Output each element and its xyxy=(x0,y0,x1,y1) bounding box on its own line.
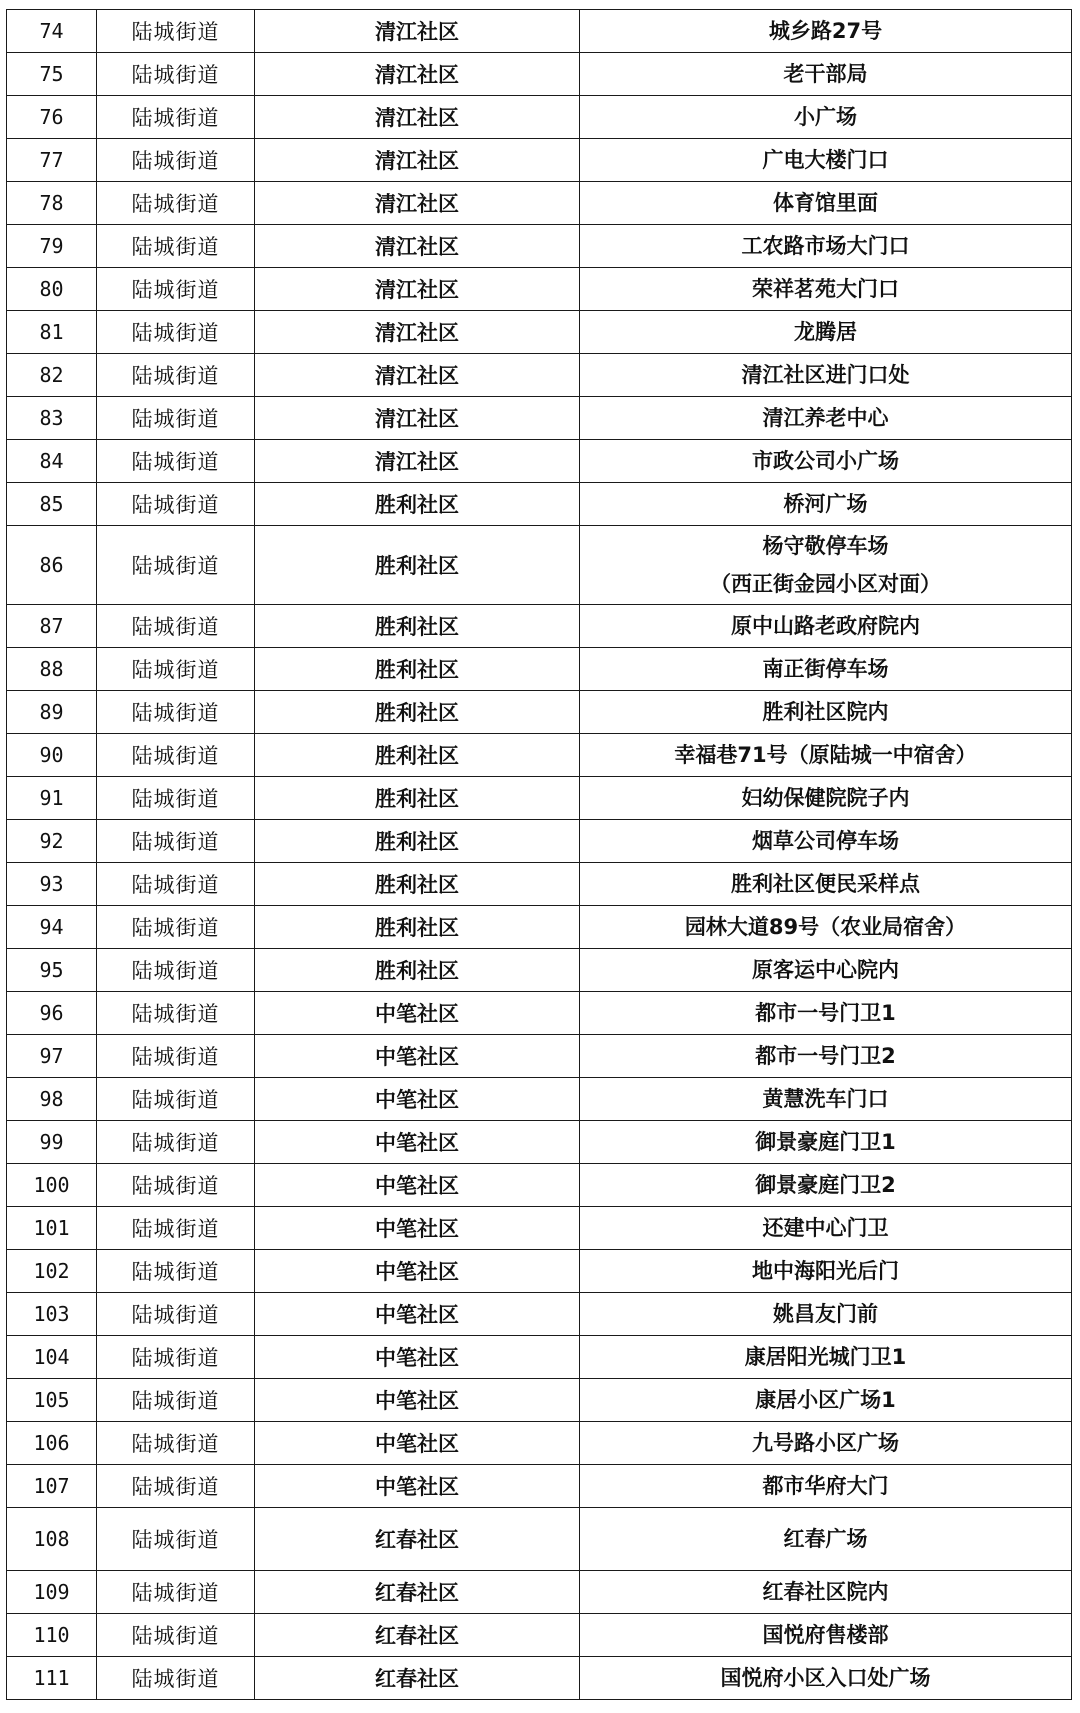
sampling-site-cell: 都市华府大门 xyxy=(580,1465,1072,1508)
community-cell: 红春社区 xyxy=(255,1614,580,1657)
sampling-site-cell: 胜利社区便民采样点 xyxy=(580,863,1072,906)
row-number: 106 xyxy=(7,1422,97,1465)
sampling-site-cell: 黄慧洗车门口 xyxy=(580,1078,1072,1121)
row-number: 91 xyxy=(7,777,97,820)
community-cell: 清江社区 xyxy=(255,397,580,440)
table-row xyxy=(7,182,1072,225)
street-cell: 陆城街道 xyxy=(97,182,255,225)
table-row xyxy=(7,648,1072,691)
table-row xyxy=(7,734,1072,777)
community-cell: 红春社区 xyxy=(255,1657,580,1700)
street-cell: 陆城街道 xyxy=(97,53,255,96)
table-row xyxy=(7,397,1072,440)
community-cell: 中笔社区 xyxy=(255,1422,580,1465)
sampling-site-cell: 康居阳光城门卫1 xyxy=(580,1336,1072,1379)
row-number: 95 xyxy=(7,949,97,992)
street-cell: 陆城街道 xyxy=(97,10,255,53)
street-cell: 陆城街道 xyxy=(97,1035,255,1078)
street-cell: 陆城街道 xyxy=(97,1078,255,1121)
sampling-site-cell: 原客运中心院内 xyxy=(580,949,1072,992)
street-cell: 陆城街道 xyxy=(97,139,255,182)
community-cell: 胜利社区 xyxy=(255,734,580,777)
row-number: 89 xyxy=(7,691,97,734)
sampling-site-cell: 胜利社区院内 xyxy=(580,691,1072,734)
table-row xyxy=(7,1121,1072,1164)
street-cell: 陆城街道 xyxy=(97,268,255,311)
street-cell: 陆城街道 xyxy=(97,992,255,1035)
row-number: 99 xyxy=(7,1121,97,1164)
community-cell: 中笔社区 xyxy=(255,992,580,1035)
table-row xyxy=(7,1336,1072,1379)
table-row xyxy=(7,906,1072,949)
row-number: 108 xyxy=(7,1508,97,1571)
row-number: 102 xyxy=(7,1250,97,1293)
community-cell: 胜利社区 xyxy=(255,483,580,526)
street-cell: 陆城街道 xyxy=(97,225,255,268)
table-row xyxy=(7,225,1072,268)
table-row xyxy=(7,1657,1072,1700)
sampling-site-cell: 红春社区院内 xyxy=(580,1571,1072,1614)
street-cell: 陆城街道 xyxy=(97,863,255,906)
street-cell: 陆城街道 xyxy=(97,1422,255,1465)
street-cell: 陆城街道 xyxy=(97,311,255,354)
row-number: 103 xyxy=(7,1293,97,1336)
street-cell: 陆城街道 xyxy=(97,96,255,139)
row-number: 75 xyxy=(7,53,97,96)
street-cell: 陆城街道 xyxy=(97,1571,255,1614)
community-cell: 胜利社区 xyxy=(255,949,580,992)
street-cell: 陆城街道 xyxy=(97,734,255,777)
sampling-site-cell: 都市一号门卫2 xyxy=(580,1035,1072,1078)
street-cell: 陆城街道 xyxy=(97,949,255,992)
street-cell: 陆城街道 xyxy=(97,354,255,397)
community-cell: 清江社区 xyxy=(255,225,580,268)
row-number: 104 xyxy=(7,1336,97,1379)
street-cell: 陆城街道 xyxy=(97,648,255,691)
street-cell: 陆城街道 xyxy=(97,1614,255,1657)
table-row xyxy=(7,526,1072,605)
street-cell: 陆城街道 xyxy=(97,605,255,648)
row-number: 94 xyxy=(7,906,97,949)
row-number: 105 xyxy=(7,1379,97,1422)
sampling-site-cell: 清江养老中心 xyxy=(580,397,1072,440)
community-cell: 胜利社区 xyxy=(255,526,580,605)
table-row xyxy=(7,820,1072,863)
row-number: 82 xyxy=(7,354,97,397)
table-row xyxy=(7,53,1072,96)
street-cell: 陆城街道 xyxy=(97,820,255,863)
table-row xyxy=(7,1035,1072,1078)
table-row xyxy=(7,1293,1072,1336)
row-number: 83 xyxy=(7,397,97,440)
street-cell: 陆城街道 xyxy=(97,1121,255,1164)
community-cell: 胜利社区 xyxy=(255,691,580,734)
row-number: 77 xyxy=(7,139,97,182)
community-cell: 中笔社区 xyxy=(255,1078,580,1121)
sampling-site-cell: 姚昌友门前 xyxy=(580,1293,1072,1336)
table-body xyxy=(7,10,1072,1700)
row-number: 86 xyxy=(7,526,97,605)
sampling-site-cell: 工农路市场大门口 xyxy=(580,225,1072,268)
table-row xyxy=(7,691,1072,734)
community-cell: 中笔社区 xyxy=(255,1465,580,1508)
sampling-site-cell: 原中山路老政府院内 xyxy=(580,605,1072,648)
community-cell: 中笔社区 xyxy=(255,1250,580,1293)
street-cell: 陆城街道 xyxy=(97,1465,255,1508)
row-number: 81 xyxy=(7,311,97,354)
sampling-site-cell: 体育馆里面 xyxy=(580,182,1072,225)
table-row xyxy=(7,268,1072,311)
sampling-site-cell: 地中海阳光后门 xyxy=(580,1250,1072,1293)
row-number: 85 xyxy=(7,483,97,526)
table-row xyxy=(7,605,1072,648)
sampling-site-cell: 杨守敬停车场 （西正街金园小区对面） xyxy=(580,526,1072,605)
sampling-site-cell: 妇幼保健院院子内 xyxy=(580,777,1072,820)
table-row xyxy=(7,1078,1072,1121)
sampling-sites-table xyxy=(6,9,1072,1700)
street-cell: 陆城街道 xyxy=(97,526,255,605)
community-cell: 胜利社区 xyxy=(255,820,580,863)
street-cell: 陆城街道 xyxy=(97,1379,255,1422)
row-number: 98 xyxy=(7,1078,97,1121)
community-cell: 清江社区 xyxy=(255,182,580,225)
community-cell: 胜利社区 xyxy=(255,777,580,820)
street-cell: 陆城街道 xyxy=(97,1508,255,1571)
row-number: 76 xyxy=(7,96,97,139)
row-number: 88 xyxy=(7,648,97,691)
table-row xyxy=(7,1571,1072,1614)
table-row xyxy=(7,1250,1072,1293)
table-row xyxy=(7,1207,1072,1250)
sampling-site-cell: 老干部局 xyxy=(580,53,1072,96)
table-row xyxy=(7,1164,1072,1207)
community-cell: 中笔社区 xyxy=(255,1164,580,1207)
row-number: 96 xyxy=(7,992,97,1035)
table-row xyxy=(7,10,1072,53)
table-row xyxy=(7,1422,1072,1465)
street-cell: 陆城街道 xyxy=(97,1164,255,1207)
row-number: 92 xyxy=(7,820,97,863)
table-row xyxy=(7,1465,1072,1508)
table-row xyxy=(7,1508,1072,1571)
street-cell: 陆城街道 xyxy=(97,906,255,949)
row-number: 100 xyxy=(7,1164,97,1207)
street-cell: 陆城街道 xyxy=(97,1207,255,1250)
sampling-site-cell: 御景豪庭门卫1 xyxy=(580,1121,1072,1164)
sampling-site-cell: 龙腾居 xyxy=(580,311,1072,354)
street-cell: 陆城街道 xyxy=(97,777,255,820)
sampling-site-cell: 都市一号门卫1 xyxy=(580,992,1072,1035)
community-cell: 清江社区 xyxy=(255,96,580,139)
community-cell: 中笔社区 xyxy=(255,1121,580,1164)
row-number: 87 xyxy=(7,605,97,648)
table-row xyxy=(7,992,1072,1035)
sampling-site-cell: 清江社区进门口处 xyxy=(580,354,1072,397)
table-row xyxy=(7,483,1072,526)
sampling-site-cell: 烟草公司停车场 xyxy=(580,820,1072,863)
community-cell: 胜利社区 xyxy=(255,605,580,648)
community-cell: 中笔社区 xyxy=(255,1336,580,1379)
sampling-site-cell: 南正街停车场 xyxy=(580,648,1072,691)
sampling-site-cell: 国悦府售楼部 xyxy=(580,1614,1072,1657)
sampling-site-cell: 园林大道89号（农业局宿舍） xyxy=(580,906,1072,949)
table-row xyxy=(7,354,1072,397)
community-cell: 清江社区 xyxy=(255,53,580,96)
row-number: 79 xyxy=(7,225,97,268)
street-cell: 陆城街道 xyxy=(97,440,255,483)
row-number: 107 xyxy=(7,1465,97,1508)
row-number: 74 xyxy=(7,10,97,53)
sampling-site-cell: 城乡路27号 xyxy=(580,10,1072,53)
table-row xyxy=(7,96,1072,139)
row-number: 101 xyxy=(7,1207,97,1250)
sampling-site-cell: 康居小区广场1 xyxy=(580,1379,1072,1422)
row-number: 80 xyxy=(7,268,97,311)
community-cell: 中笔社区 xyxy=(255,1035,580,1078)
row-number: 84 xyxy=(7,440,97,483)
street-cell: 陆城街道 xyxy=(97,1250,255,1293)
row-number: 109 xyxy=(7,1571,97,1614)
community-cell: 中笔社区 xyxy=(255,1293,580,1336)
sampling-site-cell: 红春广场 xyxy=(580,1508,1072,1571)
sampling-site-cell: 还建中心门卫 xyxy=(580,1207,1072,1250)
row-number: 110 xyxy=(7,1614,97,1657)
row-number: 93 xyxy=(7,863,97,906)
community-cell: 胜利社区 xyxy=(255,906,580,949)
table-row xyxy=(7,863,1072,906)
table-row xyxy=(7,139,1072,182)
community-cell: 红春社区 xyxy=(255,1571,580,1614)
row-number: 111 xyxy=(7,1657,97,1700)
community-cell: 中笔社区 xyxy=(255,1207,580,1250)
sampling-site-cell: 桥河广场 xyxy=(580,483,1072,526)
table-row xyxy=(7,1379,1072,1422)
sampling-site-cell: 幸福巷71号（原陆城一中宿舍） xyxy=(580,734,1072,777)
community-cell: 清江社区 xyxy=(255,311,580,354)
row-number: 78 xyxy=(7,182,97,225)
sampling-site-cell: 御景豪庭门卫2 xyxy=(580,1164,1072,1207)
table-row xyxy=(7,311,1072,354)
row-number: 97 xyxy=(7,1035,97,1078)
street-cell: 陆城街道 xyxy=(97,1657,255,1700)
table-row xyxy=(7,777,1072,820)
community-cell: 清江社区 xyxy=(255,139,580,182)
sampling-site-cell: 九号路小区广场 xyxy=(580,1422,1072,1465)
sampling-site-cell: 市政公司小广场 xyxy=(580,440,1072,483)
community-cell: 清江社区 xyxy=(255,10,580,53)
table-row xyxy=(7,949,1072,992)
community-cell: 清江社区 xyxy=(255,440,580,483)
street-cell: 陆城街道 xyxy=(97,1336,255,1379)
street-cell: 陆城街道 xyxy=(97,691,255,734)
sampling-site-cell: 小广场 xyxy=(580,96,1072,139)
community-cell: 中笔社区 xyxy=(255,1379,580,1422)
row-number: 90 xyxy=(7,734,97,777)
community-cell: 红春社区 xyxy=(255,1508,580,1571)
street-cell: 陆城街道 xyxy=(97,483,255,526)
community-cell: 胜利社区 xyxy=(255,863,580,906)
sampling-site-cell: 国悦府小区入口处广场 xyxy=(580,1657,1072,1700)
sampling-site-cell: 荣祥茗苑大门口 xyxy=(580,268,1072,311)
community-cell: 清江社区 xyxy=(255,354,580,397)
community-cell: 胜利社区 xyxy=(255,648,580,691)
street-cell: 陆城街道 xyxy=(97,1293,255,1336)
table-row xyxy=(7,1614,1072,1657)
sampling-site-cell: 广电大楼门口 xyxy=(580,139,1072,182)
street-cell: 陆城街道 xyxy=(97,397,255,440)
community-cell: 清江社区 xyxy=(255,268,580,311)
table-row xyxy=(7,440,1072,483)
